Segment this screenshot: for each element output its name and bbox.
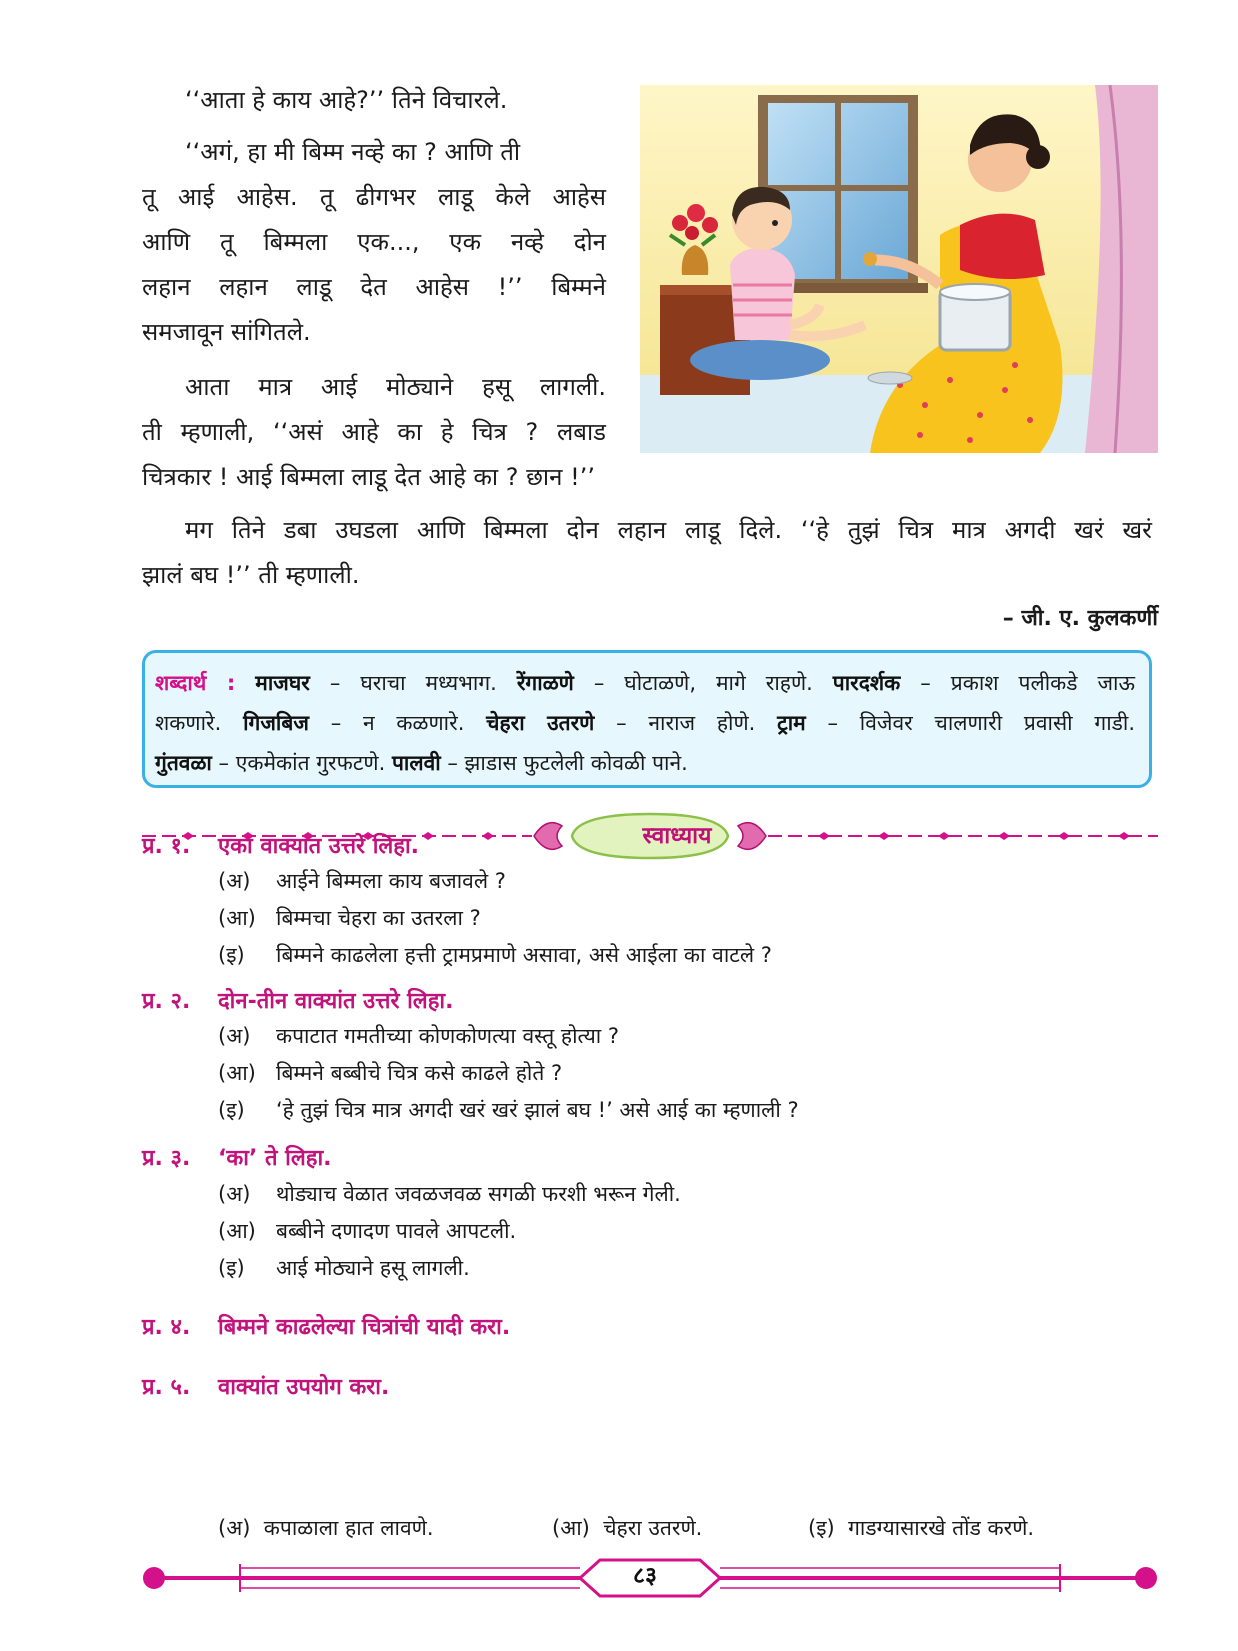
page-number: ८३ — [633, 1563, 657, 1589]
question-number: प्र. ४. — [142, 1315, 191, 1340]
sub-question — [218, 1059, 562, 1087]
glossary-word: पालवी — [391, 751, 441, 775]
sub-label: (इ) — [218, 1256, 245, 1280]
story-line: ‘‘आता हे काय आहे?’’ तिने विचारले. — [185, 86, 508, 114]
question-text: बिम्मने काढलेल्या चित्रांची यादी करा. — [218, 1315, 511, 1340]
sub-question — [218, 1217, 516, 1245]
sub-text: कपाटात गमतीच्या कोणकोणत्या वस्तू होत्या ? — [276, 1024, 620, 1048]
sub-text: बिम्मचा चेहरा का उतरला ? — [276, 906, 481, 930]
sub-label: (अ) — [218, 869, 251, 893]
mother-child-illustration — [640, 85, 1158, 453]
glossary-word: पारदर्शक — [832, 671, 901, 695]
question-number: प्र. ३. — [142, 1146, 191, 1171]
sub-question — [552, 1514, 702, 1542]
glossary-label: शब्दार्थ : — [155, 671, 236, 695]
story-line: आणि तू बिम्मला एक..., एक नव्हे दोन — [142, 228, 606, 256]
glossary-box — [142, 650, 1152, 788]
glossary-word: माजघर — [255, 671, 310, 695]
story-line: लहान लहान लाडू देत आहेस !’’ बिम्मने — [142, 273, 606, 301]
glossary-meaning: – न कळणारे. — [308, 711, 487, 735]
sub-question — [218, 1096, 799, 1124]
question-text: दोन-तीन वाक्यांत उत्तरे लिहा. — [218, 989, 454, 1014]
question-number: प्र. ५. — [142, 1375, 191, 1400]
sub-label: (इ) — [218, 943, 245, 967]
story-paragraph-1 — [185, 78, 605, 123]
sub-label: (इ) — [218, 1098, 245, 1122]
sub-text: गाडग्यासारखे तोंड करणे. — [848, 1516, 1035, 1540]
story-line: ती म्हणाली, ‘‘असं आहे का हे चित्र ? लबाड — [142, 418, 606, 446]
sub-label: (आ) — [218, 1219, 256, 1243]
glossary-line — [155, 743, 1135, 783]
question-4 — [142, 1311, 510, 1341]
question-number: प्र. १. — [142, 834, 191, 859]
sub-question — [218, 904, 481, 932]
glossary-meaning: शकणारे. — [155, 711, 244, 735]
sub-label: (आ) — [218, 1061, 256, 1085]
glossary-meaning: – झाडास फुटलेली कोवळी पाने. — [440, 751, 688, 775]
story-line: आता मात्र आई मोठ्याने हसू लागली. — [185, 373, 606, 401]
story-line: तू आई आहेस. तू ढीगभर लाडू केले आहेस — [142, 183, 606, 211]
question-text: वाक्यांत उपयोग करा. — [218, 1375, 390, 1400]
glossary-meaning: – एकमेकांत गुरफटणे. — [211, 751, 392, 775]
sub-question — [218, 1180, 681, 1208]
question-number: प्र. २. — [142, 989, 191, 1014]
sub-text: थोड्याच वेळात जवळजवळ सगळी फरशी भरून गेली. — [276, 1182, 681, 1206]
glossary-meaning: – घोटाळणे, मागे राहणे. — [573, 671, 833, 695]
author-credit: – जी. ए. कुलकर्णी — [1002, 606, 1158, 631]
sub-question — [218, 1022, 619, 1050]
exercise-title: स्वाध्याय — [642, 822, 712, 849]
glossary-word: गिजबिज — [243, 711, 309, 735]
question-text: ‘का’ ते लिहा. — [218, 1146, 332, 1171]
sub-question — [218, 867, 506, 895]
question-1 — [142, 830, 419, 860]
glossary-line — [155, 703, 1135, 743]
sub-question — [218, 941, 772, 969]
sub-label: (आ) — [218, 906, 256, 930]
sub-text: ‘हे तुझं चित्र मात्र अगदी खरं खरं झालं बघ !’ असे आई का म्हणाली ? — [276, 1098, 799, 1122]
sub-label: (अ) — [218, 1516, 251, 1540]
story-paragraph-2 — [142, 130, 606, 355]
sub-text: आईने बिम्मला काय बजावले ? — [276, 869, 506, 893]
glossary-word: रेंगाळणे — [516, 671, 574, 695]
glossary-meaning: – घराचा मध्यभाग. — [309, 671, 517, 695]
sub-label: (आ) — [552, 1516, 590, 1540]
glossary-word: ट्राम — [777, 711, 806, 735]
story-paragraph-3 — [142, 365, 606, 500]
sub-text: बब्बीने दणादण पावले आपटली. — [276, 1219, 517, 1243]
story-line: ‘‘अगं, हा मी बिम्म नव्हे का ? आणि ती — [185, 138, 521, 166]
sub-text: कपाळाला हात लावणे. — [263, 1516, 434, 1540]
question-5 — [142, 1371, 389, 1401]
story-line: मग तिने डबा उघडला आणि बिम्मला दोन लहान लाडू दिले. ‘‘हे तुझं चित्र मात्र अगदी खरं खरं — [185, 516, 1152, 544]
story-line: चित्रकार ! आई बिम्मला लाडू देत आहे का ? छान !’’ — [142, 463, 595, 491]
glossary-word: चेहरा उतरणे — [486, 711, 595, 735]
glossary-meaning: – प्रकाश पलीकडे जाऊ — [900, 671, 1135, 695]
story-line: झालं बघ !’’ ती म्हणाली. — [142, 561, 360, 589]
sub-label: (इ) — [808, 1516, 835, 1540]
sub-text: आई मोठ्याने हसू लागली. — [276, 1256, 470, 1280]
story-line: समजावून सांगितले. — [142, 318, 311, 346]
sub-question — [218, 1254, 470, 1282]
glossary-meaning: – विजेवर चालणारी प्रवासी गाडी. — [805, 711, 1136, 735]
sub-text: चेहरा उतरणे. — [603, 1516, 703, 1540]
sub-text: बिम्मने बब्बीचे चित्र कसे काढले होते ? — [276, 1061, 563, 1085]
question-2 — [142, 985, 453, 1015]
sub-question — [218, 1514, 434, 1542]
question-text: एका वाक्यात उत्तरे लिहा. — [218, 834, 420, 859]
story-paragraph-4 — [142, 508, 1152, 598]
sub-label: (अ) — [218, 1024, 251, 1048]
sub-question — [808, 1514, 1034, 1542]
sub-label: (अ) — [218, 1182, 251, 1206]
glossary-line — [155, 663, 1135, 703]
question-3 — [142, 1142, 332, 1172]
glossary-meaning: – नाराज होणे. — [594, 711, 778, 735]
sub-text: बिम्मने काढलेला हत्ती ट्रामप्रमाणे असावा, असे आईला का वाटले ? — [276, 943, 772, 967]
glossary-word: गुंतवळा — [155, 751, 212, 775]
